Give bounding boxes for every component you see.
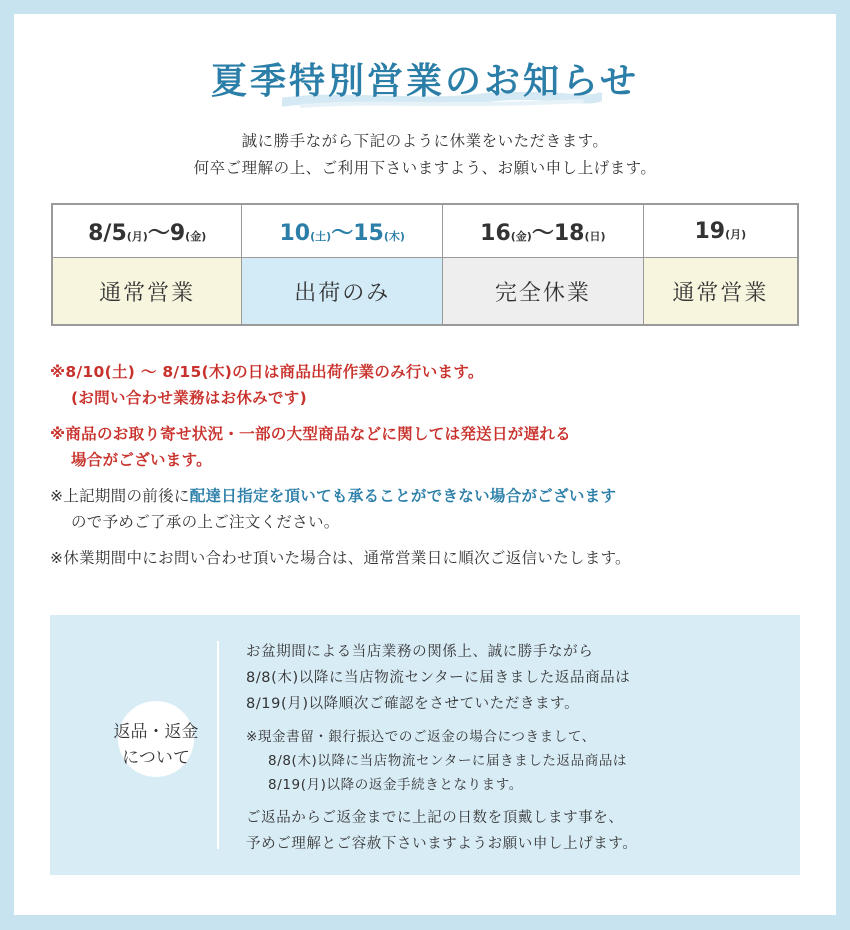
intro-text — [14, 128, 836, 182]
schedule-dates-row — [52, 204, 798, 258]
returns-section — [50, 615, 800, 875]
title-block — [14, 56, 836, 116]
intro-line: 誠に勝手ながら下記のように休業をいただきます。 — [241, 132, 609, 150]
notes-list — [50, 359, 820, 581]
schedule-date-cell: 19(月) — [643, 204, 798, 258]
status-cell-ship-only: 出荷のみ — [242, 258, 443, 326]
highlight-text: 配達日指定を頂いても承ることができない場合がございます — [189, 487, 617, 505]
returns-paragraph: お盆期間による当店業務の関係上、誠に勝手ながら 8/8(木)以降に当店物流センターに届きました返品商品は 8/19(月)以降順次ご確認をさせていただきます。 — [246, 644, 631, 712]
notice-card — [14, 14, 836, 915]
returns-refund-note: ※現金書留・銀行振込でのご返金の場合につきまして、 8/8(木)以降に当店物流センターに届きました返品商品は 8/19(月)以降の返金手続きとなります。 — [246, 729, 628, 793]
schedule-table — [51, 203, 799, 326]
divider — [217, 641, 219, 849]
returns-paragraph: ご返品からご返金までに上記の日数を頂戴します事を、 予めご理解とご容赦下さいますようお願い申し上げます。 — [246, 810, 638, 852]
status-cell-normal: 通常営業 — [52, 258, 242, 326]
note-delivery-delay: ※商品のお取り寄せ状況・一部の大型商品などに関しては発送日が遅れる 場合がございます。 — [50, 425, 571, 469]
schedule-date-cell: 16(金)〜18(日) — [443, 204, 644, 258]
status-cell-closed: 完全休業 — [443, 258, 644, 326]
intro-line: 何卒ご理解の上、ご利用下さいますよう、お願い申し上げます。 — [193, 159, 657, 177]
note-inquiry: ※休業期間中にお問い合わせ頂いた場合は、通常営業日に順次ご返信いたします。 — [50, 549, 631, 567]
schedule-date-cell: 8/5(月)〜9(金) — [52, 204, 242, 258]
returns-text — [246, 639, 786, 865]
schedule-date-cell: 10(土)〜15(木) — [242, 204, 443, 258]
page-title: 夏季特別営業のお知らせ — [211, 60, 639, 102]
note-shipping-only: ※8/10(土) 〜 8/15(木)の日は商品出荷作業のみ行います。 (お問い合わせ業務はお休みです) — [50, 363, 484, 407]
status-cell-normal: 通常営業 — [643, 258, 798, 326]
note-delivery-date: ※上記期間の前後に配達日指定を頂いても承ることができない場合がございます ので予めご了承の上ご注文ください。 — [50, 487, 617, 531]
returns-label: 返品・返金 について — [113, 722, 199, 768]
schedule-status-row — [52, 258, 798, 326]
